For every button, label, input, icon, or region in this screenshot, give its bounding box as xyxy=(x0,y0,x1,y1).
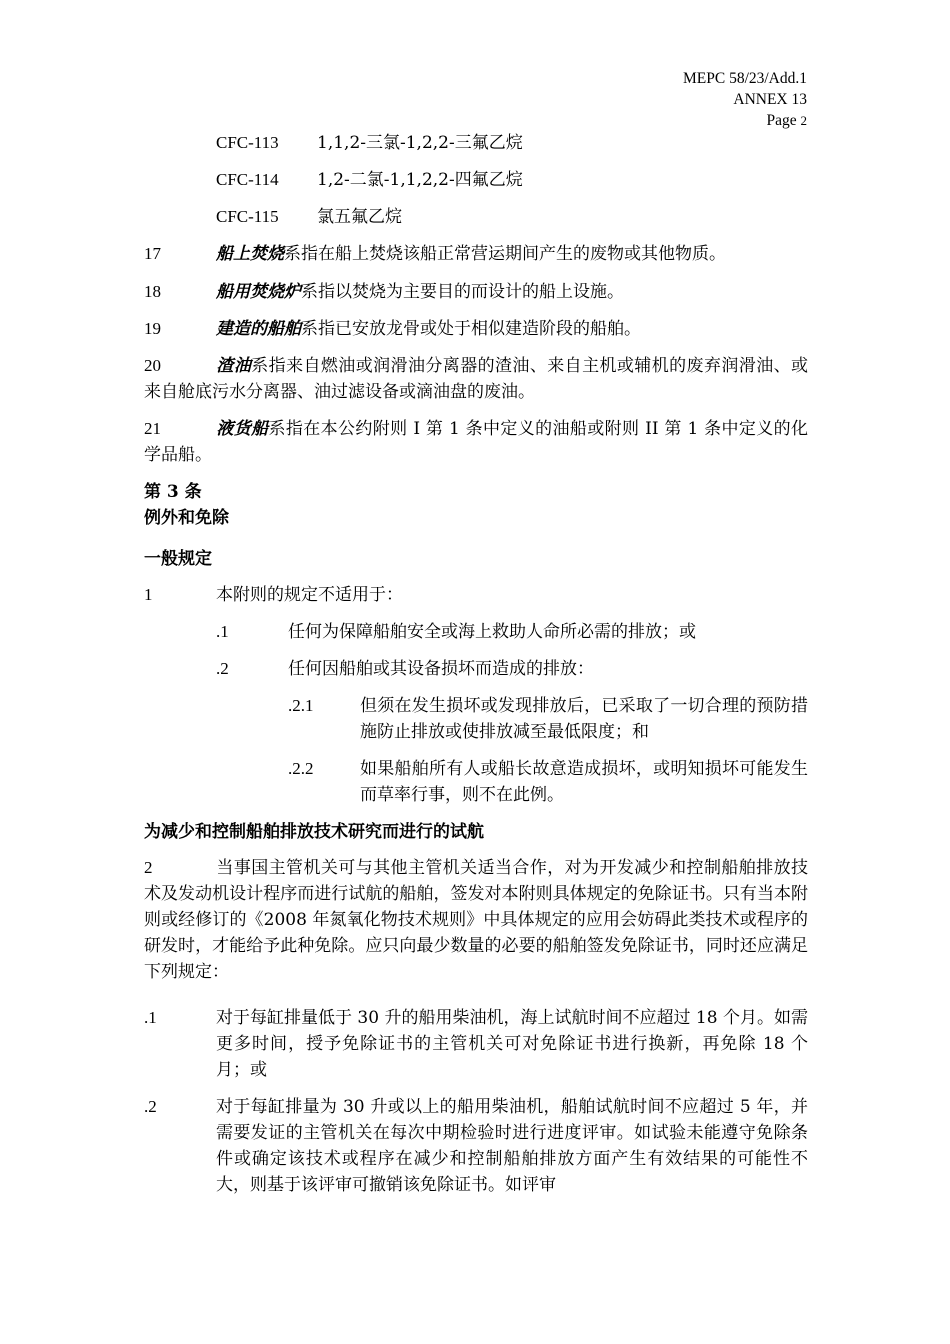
defined-term: 液货船 xyxy=(216,419,269,439)
definition-text: 系指已安放龙骨或处于相似建造阶段的船舶。 xyxy=(301,319,641,339)
paragraph-number: 17 xyxy=(144,244,161,263)
item-label: .1 xyxy=(216,622,229,641)
item-text: 如果船舶所有人或船长故意造成损坏，或明知损坏可能发生而草率行事，则不在此例。 xyxy=(360,759,808,805)
item-label: .2 xyxy=(216,659,229,678)
cfc-name: 1,2-二氯-1,1,2,2-四氟乙烷 xyxy=(317,170,523,190)
defined-term: 船上焚烧 xyxy=(216,244,284,264)
list-item xyxy=(144,1094,808,1198)
list-item xyxy=(288,756,808,808)
section-heading: 一般规定 xyxy=(144,549,212,569)
page-indicator: Page 2 xyxy=(766,112,807,129)
paragraph-text: 本附则的规定不适用于： xyxy=(216,585,403,605)
definition-text: 系指在本公约附则 I 第 1 条中定义的油船或附则 II 第 1 条中定义的化学品船。 xyxy=(144,419,808,465)
body-paragraph xyxy=(144,855,808,985)
cfc-name: 氯五氟乙烷 xyxy=(317,207,402,227)
body-paragraph xyxy=(144,582,808,608)
list-item xyxy=(288,693,808,745)
paragraph-text: 当事国主管机关可与其他主管机关适当合作，对为开发减少和控制船舶排放技术及发动机设计程序而进行试航的船舶，签发对本附则具体规定的免除证书。只有当本附则或经修订的《2008 年氮氧化物技术规则》中具体规定的应用会妨碍此类技术或程序的研发时，才能给予此种免除。应只向最少数量的必要的船舶签发免除证书，同时还应满足下列规定： xyxy=(144,858,808,982)
definition-paragraph xyxy=(144,316,808,342)
document-symbol: MEPC 58/23/Add.1 xyxy=(682,70,807,87)
paragraph-number: 20 xyxy=(144,356,161,375)
cfc-code: CFC-114 xyxy=(216,170,279,189)
section-heading: 为减少和控制船舶排放技术研究而进行的试航 xyxy=(144,822,484,842)
definition-paragraph xyxy=(144,353,808,405)
defined-term: 渣油 xyxy=(216,356,252,376)
definition-text: 系指在船上焚烧该船正常营运期间产生的废物或其他物质。 xyxy=(284,244,726,264)
regulation-number: 第 3 条 xyxy=(144,482,202,502)
item-label: .2.2 xyxy=(288,759,314,778)
definition-text: 系指来自燃油或润滑油分离器的渣油、来自主机或辅机的废弃润滑油、或来自舱底污水分离器、油过滤设备或滴油盘的废油。 xyxy=(144,356,809,402)
item-label: .2 xyxy=(144,1097,157,1116)
defined-term: 建造的船舶 xyxy=(216,319,301,339)
list-item xyxy=(144,1005,808,1083)
document-header xyxy=(683,68,807,131)
cfc-row xyxy=(216,204,402,230)
item-text: 但须在发生损坏或发现排放后，已采取了一切合理的预防措施防止排放或使排放减至最低限度；和 xyxy=(360,696,808,742)
item-label: .1 xyxy=(144,1008,157,1027)
page-number: 2 xyxy=(800,113,807,128)
cfc-row xyxy=(216,167,523,193)
regulation-title: 例外和免除 xyxy=(144,508,229,528)
definition-paragraph xyxy=(144,416,808,468)
definition-text: 系指以焚烧为主要目的而设计的船上设施。 xyxy=(301,282,624,302)
annex-label: ANNEX 13 xyxy=(733,91,807,108)
item-text: 任何为保障船舶安全或海上救助人命所必需的排放；或 xyxy=(288,622,696,642)
cfc-code: CFC-115 xyxy=(216,207,279,226)
item-text: 任何因船舶或其设备损坏而造成的排放： xyxy=(288,659,594,679)
paragraph-number: 18 xyxy=(144,282,161,301)
cfc-row xyxy=(216,130,523,156)
list-item xyxy=(216,619,808,645)
paragraph-number: 1 xyxy=(144,585,153,604)
item-text: 对于每缸排量为 30 升或以上的船用柴油机，船舶试航时间不应超过 5 年，并需要发证的主管机关在每次中期检验时进行进度评审。如试验未能遵守免除条件或确定该技术或程序在减少和控制船舶排放方面产生有效结果的可能性不大，则基于该评审可撤销该免除证书。如评审 xyxy=(216,1097,808,1195)
paragraph-number: 21 xyxy=(144,419,161,438)
defined-term: 船用焚烧炉 xyxy=(216,282,301,302)
paragraph-number: 19 xyxy=(144,319,161,338)
item-label: .2.1 xyxy=(288,696,314,715)
cfc-name: 1,1,2-三氯-1,2,2-三氟乙烷 xyxy=(317,133,523,153)
cfc-code: CFC-113 xyxy=(216,133,279,152)
paragraph-number: 2 xyxy=(144,858,153,877)
definition-paragraph xyxy=(144,241,808,267)
list-item xyxy=(216,656,808,682)
definition-paragraph xyxy=(144,279,808,305)
item-text: 对于每缸排量低于 30 升的船用柴油机，海上试航时间不应超过 18 个月。如需更多时间，授予免除证书的主管机关可对免除证书进行换新，再免除 18 个月；或 xyxy=(216,1008,808,1080)
